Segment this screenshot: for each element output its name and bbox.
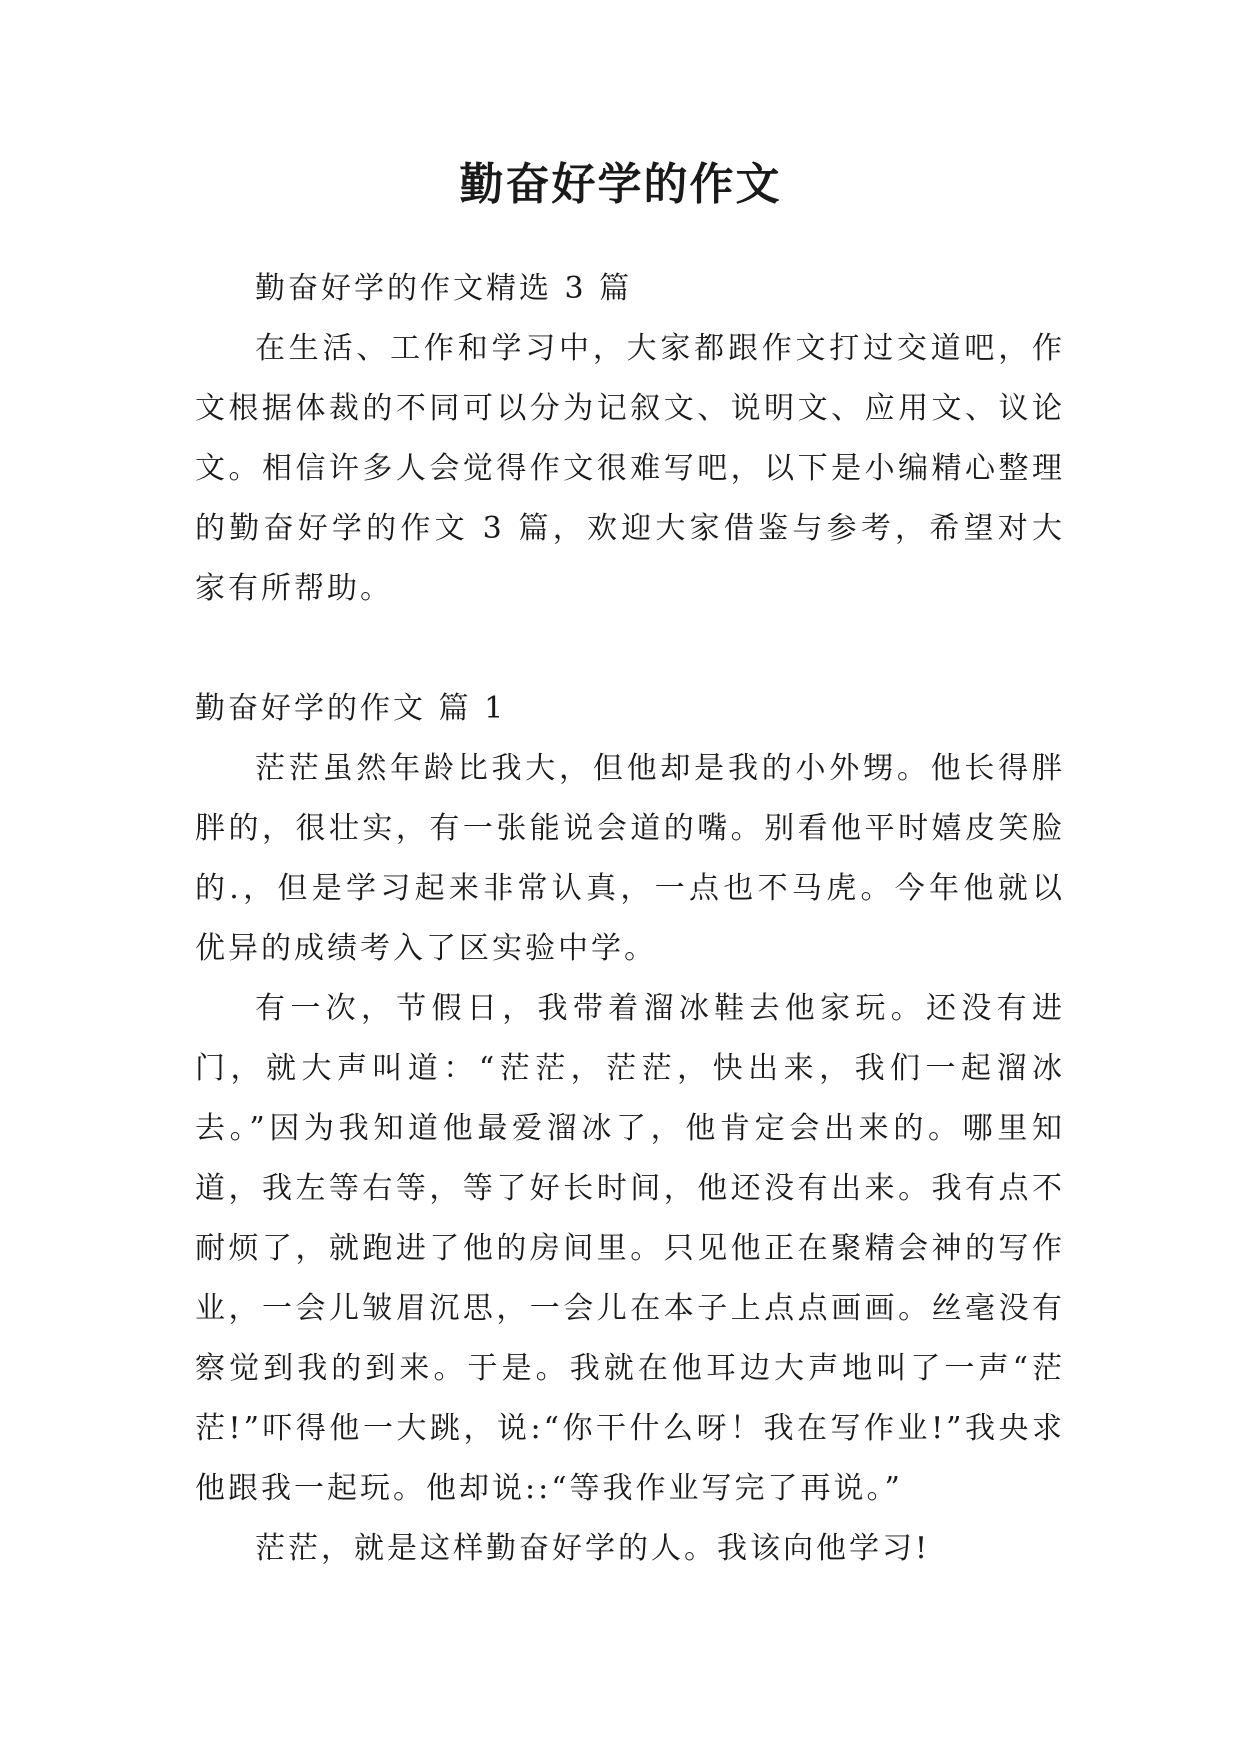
document-subtitle: 勤奋好学的作文精选 3 篇 (255, 271, 633, 306)
document-title: 勤奋好学的作文 (459, 159, 782, 210)
body-paragraph: 有一次，节假日，我带着溜冰鞋去他家玩。还没有进门，就大声叫道：“茫茫，茫茫，快出来，我们一起溜冰去。”因为我知道他最爱溜冰了，他肯定会出来的。哪里知道，我左等右等，等了好长时间，他还没有出来。我有点不耐烦了，就跑进了他的房间里。只见他正在聚精会神的写作业，一会儿皱眉沉思，一会儿在本子上点点画画。丝毫没有察觉到我的到来。于是。我就在他耳边大声地叫了一声“茫茫!”吓得他一大跳，说:“你干什么呀！我在写作业!”我央求他跟我一起玩。他却说::“等我作业写完了再说。” (195, 991, 1065, 1506)
body-paragraph: 茫茫虽然年龄比我大，但他却是我的小外甥。他长得胖胖的，很壮实，有一张能说会道的嘴。别看他平时嬉皮笑脸的.，但是学习起来非常认真，一点也不马虎。今年他就以优异的成绩考入了区实验中学。 (195, 751, 1065, 966)
section-heading: 勤奋好学的作文 篇 1 (195, 691, 507, 726)
intro-paragraph: 在生活、工作和学习中，大家都跟作文打过交道吧，作文根据体裁的不同可以分为记叙文、说明文、应用文、议论文。相信许多人会觉得作文很难写吧，以下是小编精心整理的勤奋好学的作文 3 篇，欢迎大家借鉴与参考，希望对大家有所帮助。 (195, 331, 1065, 606)
document-body (195, 259, 1065, 1579)
section-spacer (195, 619, 1065, 679)
body-paragraph: 茫茫，就是这样勤奋好学的人。我该向他学习! (255, 1531, 931, 1566)
